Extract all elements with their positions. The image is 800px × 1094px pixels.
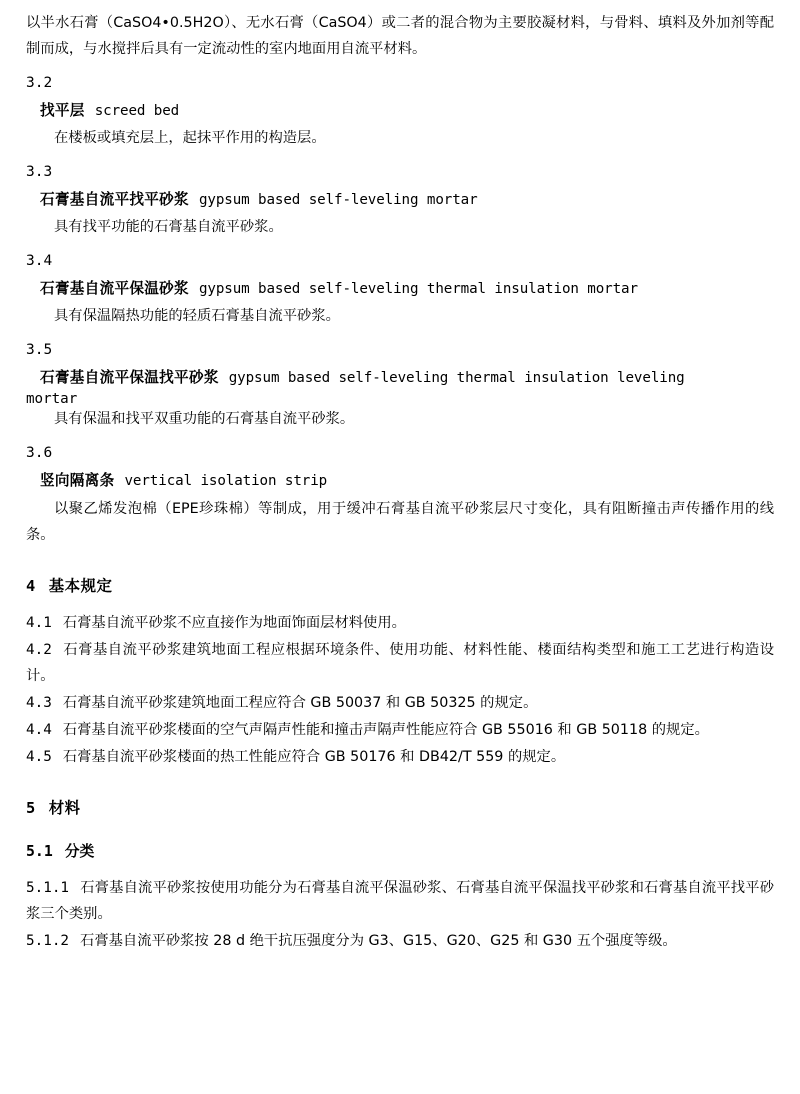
term-definition-3-2: 在楼板或填充层上，起抹平作用的构造层。 xyxy=(54,130,326,146)
section-heading-5 xyxy=(26,796,774,818)
section-title-4: 基本规定 xyxy=(48,577,113,595)
term-definition-3-6: 以聚乙烯发泡棉（EPE珍珠棉）等制成，用于缓冲石膏基自流平砂浆层尺寸变化，具有阻断撞击声传播作用的线条。 xyxy=(26,501,774,543)
clause-item-4-2 xyxy=(26,637,774,689)
clause-item-5-1-1 xyxy=(26,875,774,927)
clause-item-4-5 xyxy=(26,744,774,770)
term-zh-3-3: 石膏基自流平找平砂浆 xyxy=(40,191,189,208)
subsection-title-5-1: 分类 xyxy=(64,843,95,860)
term-definition-3-3: 具有找平功能的石膏基自流平砂浆。 xyxy=(54,219,283,235)
term-entry-3-5 xyxy=(26,365,774,391)
term-entry-3-3 xyxy=(26,187,774,213)
term-zh-3-6: 竖向隔离条 xyxy=(40,472,115,489)
clause-item-number-4-4: 4.4 xyxy=(26,722,52,738)
term-definition-3-5: 具有保温和找平双重功能的石膏基自流平砂浆。 xyxy=(54,411,355,427)
term-entry-3-2 xyxy=(26,98,774,124)
clause-item-number-5-1-1: 5.1.1 xyxy=(26,880,70,896)
clause-item-number-5-1-2: 5.1.2 xyxy=(26,933,70,949)
term-entry-3-6 xyxy=(26,468,774,494)
clause-item-4-1 xyxy=(26,610,774,636)
clause-number-3-4: 3.4 xyxy=(26,253,53,269)
clause-item-text-5-1-2: 石膏基自流平砂浆按 28 d 绝干抗压强度分为 G3、G15、G20、G25 和 G30 五个强度等级。 xyxy=(80,933,677,949)
clause-item-number-4-5: 4.5 xyxy=(26,749,52,765)
clause-number-3-2: 3.2 xyxy=(26,75,53,91)
term-entry-3-4 xyxy=(26,276,774,302)
page-content xyxy=(26,10,774,955)
clause-item-5-1-2 xyxy=(26,928,774,954)
term-en-3-2: screed bed xyxy=(94,103,180,119)
term-en-3-6: vertical isolation strip xyxy=(124,473,328,489)
clause-item-4-3 xyxy=(26,690,774,716)
section-heading-4 xyxy=(26,574,774,596)
clause-item-number-4-3: 4.3 xyxy=(26,695,52,711)
clause-item-text-4-5: 石膏基自流平砂浆楼面的热工性能应符合 GB 50176 和 DB42/T 559 的规定。 xyxy=(62,749,566,765)
clause-item-text-5-1-1: 石膏基自流平砂浆按使用功能分为石膏基自流平保温砂浆、石膏基自流平保温找平砂浆和石膏基自流平找平砂浆三个类别。 xyxy=(26,880,774,922)
clause-item-text-4-2: 石膏基自流平砂浆建筑地面工程应根据环境条件、使用功能、材料性能、楼面结构类型和施工工艺进行构造设计。 xyxy=(26,642,774,684)
clause-item-number-4-1: 4.1 xyxy=(26,615,52,631)
clause-item-text-4-4: 石膏基自流平砂浆楼面的空气声隔声性能和撞击声隔声性能应符合 GB 55016 和 GB 50118 的规定。 xyxy=(62,722,709,738)
subsection-number-5-1: 5.1 xyxy=(26,843,53,860)
clause-item-4-4 xyxy=(26,717,774,743)
term-zh-3-2: 找平层 xyxy=(40,102,85,119)
clause-number-3-3: 3.3 xyxy=(26,164,53,180)
section-number-5: 5 xyxy=(26,799,36,817)
term-zh-3-5: 石膏基自流平保温找平砂浆 xyxy=(40,369,219,386)
clause-item-text-4-3: 石膏基自流平砂浆建筑地面工程应符合 GB 50037 和 GB 50325 的规定。 xyxy=(62,695,538,711)
clause-number-3-5: 3.5 xyxy=(26,342,53,358)
term-definition-3-4: 具有保温隔热功能的轻质石膏基自流平砂浆。 xyxy=(54,308,340,324)
section-title-5: 材料 xyxy=(48,799,81,817)
clause-item-number-4-2: 4.2 xyxy=(26,642,52,658)
term-en-3-5: gypsum based self-leveling thermal insulation leveling xyxy=(228,370,685,386)
term-en-3-4: gypsum based self-leveling thermal insulation mortar xyxy=(198,281,638,297)
intro-paragraph: 以半水石膏（CaSO4•0.5H2O）、无水石膏（CaSO4）或二者的混合物为主要胶凝材料，与骨料、填料及外加剂等配制而成，与水搅拌后具有一定流动性的室内地面用自流平材料。 xyxy=(26,15,774,57)
subsection-heading-5-1 xyxy=(26,840,774,861)
clause-number-3-6: 3.6 xyxy=(26,445,53,461)
term-zh-3-4: 石膏基自流平保温砂浆 xyxy=(40,280,189,297)
clause-item-text-4-1: 石膏基自流平砂浆不应直接作为地面饰面层材料使用。 xyxy=(62,615,406,631)
section-number-4: 4 xyxy=(26,577,36,595)
term-en-3-3: gypsum based self-leveling mortar xyxy=(198,192,478,208)
term-en-continuation-3-5: mortar xyxy=(26,391,78,407)
